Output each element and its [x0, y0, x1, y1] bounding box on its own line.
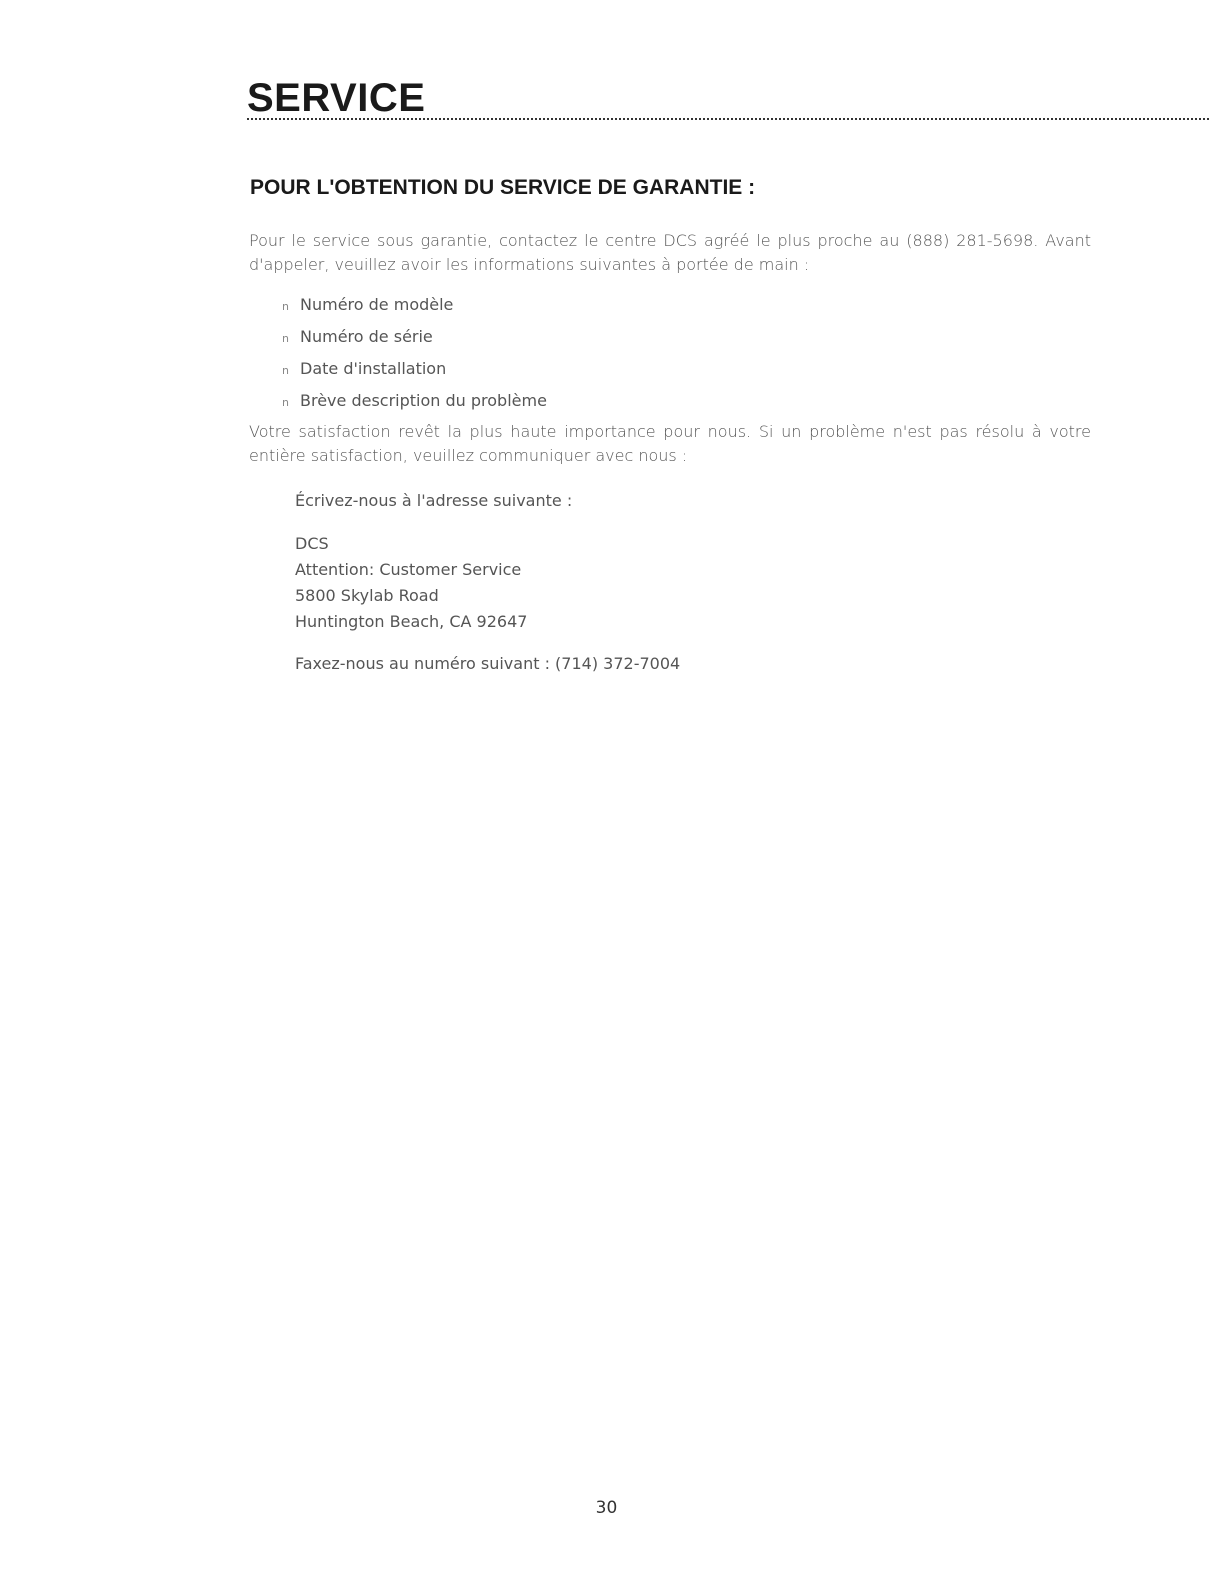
list-item	[282, 290, 547, 322]
list-item-text: Date d'installation	[300, 359, 447, 378]
list-item	[282, 322, 547, 354]
info-list	[282, 290, 547, 418]
satisfaction-paragraph: Votre satisfaction revêt la plus haute importance pour nous. Si un problème n'est pas résolu à votre entière satisfaction, veuillez communiquer avec nous :	[249, 422, 1091, 465]
intro-paragraph: Pour le service sous garantie, contactez le centre DCS agréé le plus proche au (888) 281-5698. Avant d'appeler, veuillez avoir les informations suivantes à portée de main :	[249, 231, 1091, 274]
bullet-icon: n	[282, 364, 289, 377]
page-title: SERVICE	[247, 76, 426, 120]
address-line-street: 5800 Skylab Road	[295, 586, 439, 605]
list-item	[282, 354, 547, 386]
mailing-address	[295, 531, 527, 635]
fax-line: Faxez-nous au numéro suivant : (714) 372-7004	[295, 654, 681, 673]
bullet-icon: n	[282, 300, 289, 313]
bullet-icon: n	[282, 396, 289, 409]
address-line-company: DCS	[295, 534, 329, 553]
address-line-city: Huntington Beach, CA 92647	[295, 612, 528, 631]
list-item-text: Brève description du problème	[300, 391, 547, 410]
section-heading: POUR L'OBTENTION DU SERVICE DE GARANTIE :	[250, 176, 756, 199]
list-item-text: Numéro de modèle	[300, 295, 454, 314]
list-item	[282, 386, 547, 418]
address-line-attention: Attention: Customer Service	[295, 560, 522, 579]
page-number: 30	[595, 1498, 618, 1518]
list-item-text: Numéro de série	[300, 327, 433, 346]
title-divider	[247, 118, 1209, 120]
write-to-line: Écrivez-nous à l'adresse suivante :	[295, 491, 573, 510]
bullet-icon: n	[282, 332, 289, 345]
